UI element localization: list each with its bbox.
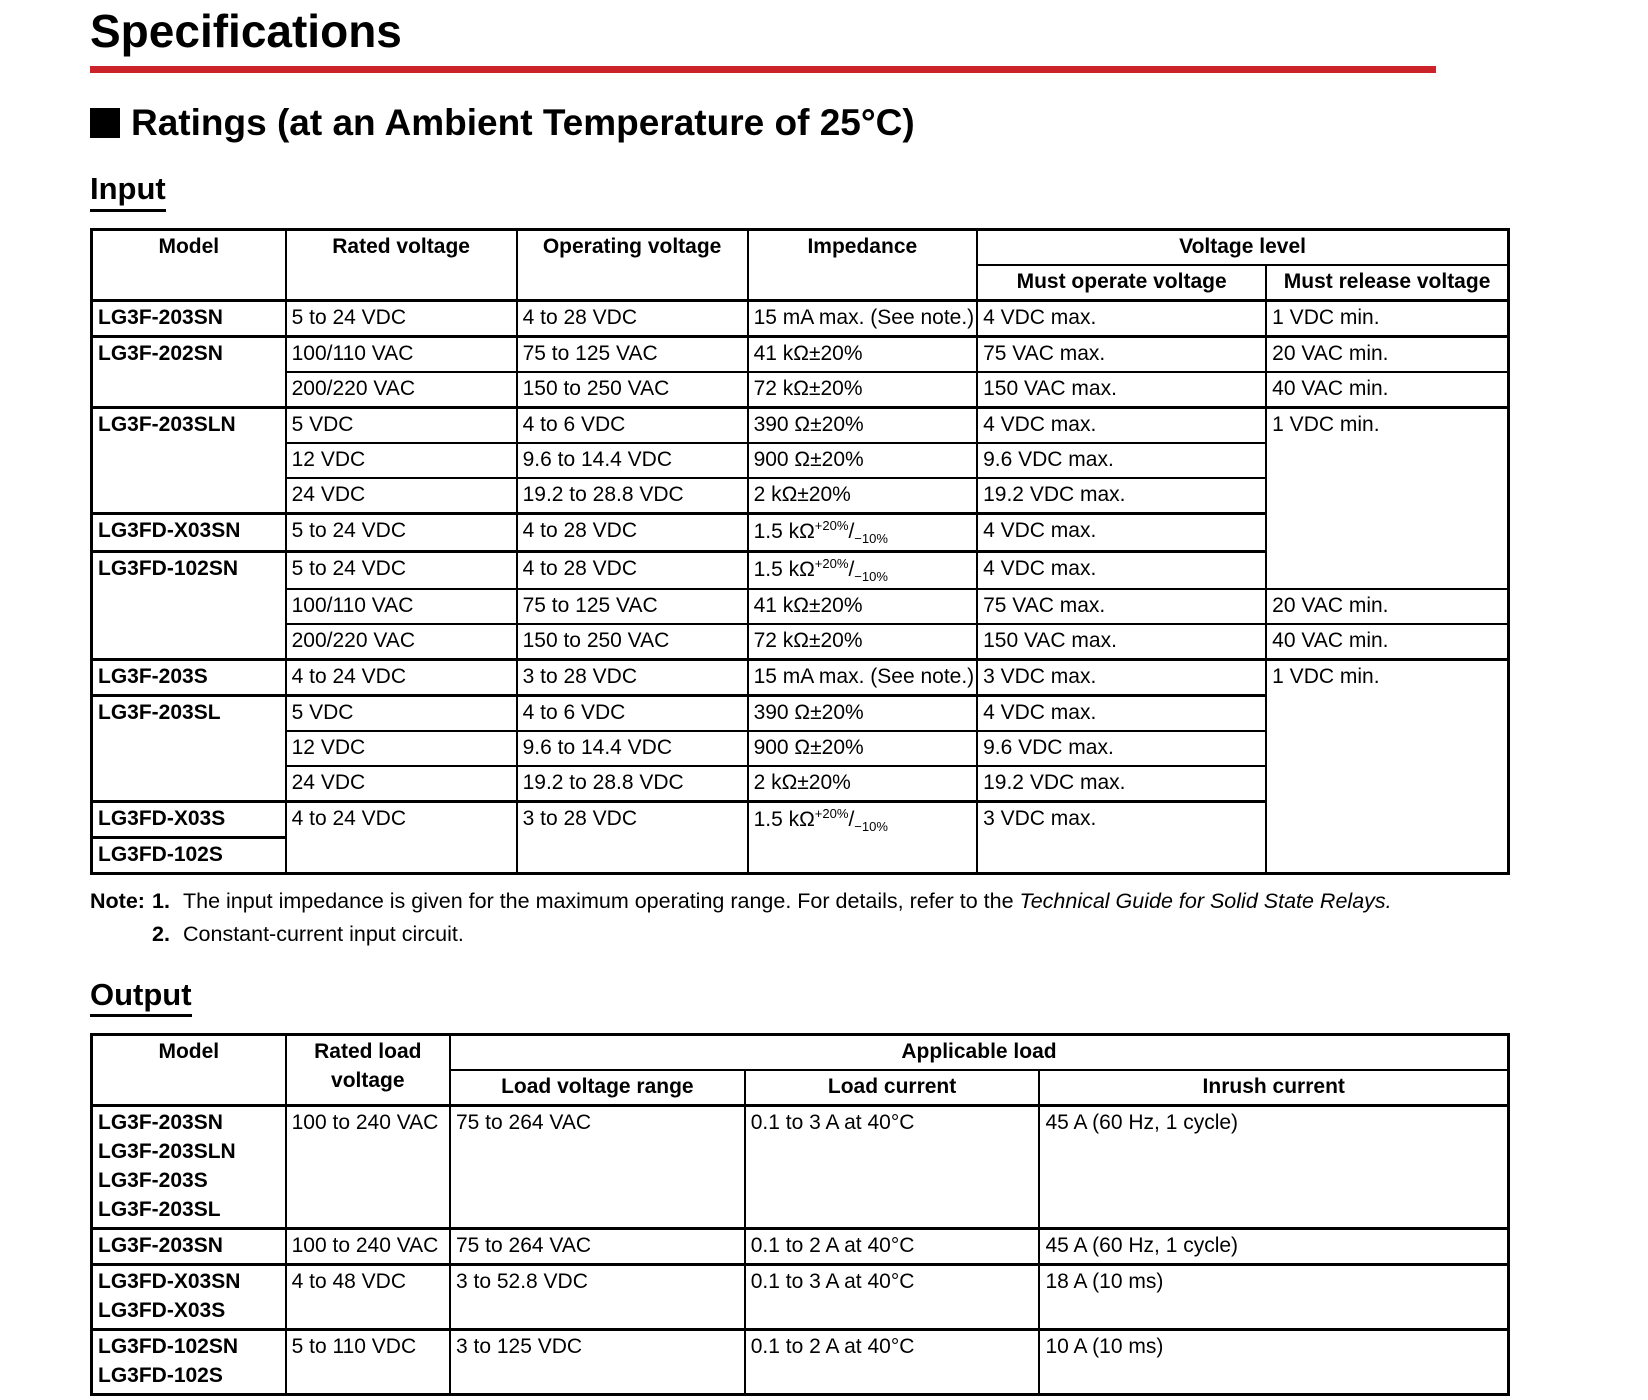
table-cell: 3 to 28 VDC <box>517 659 748 695</box>
model-cell: LG3F-203S <box>92 659 286 695</box>
table-cell: 4 VDC max. <box>977 407 1266 442</box>
note-text-plain: Constant-current input circuit. <box>183 921 464 946</box>
table-cell: 900 Ω±20% <box>748 731 978 766</box>
table-cell: 390 Ω±20% <box>748 407 978 442</box>
table-cell: 19.2 VDC max. <box>977 478 1266 513</box>
note-number: 2. <box>152 921 170 946</box>
model-cell: LG3FD-102SN <box>92 551 286 659</box>
col-header-rated-voltage: Rated voltage <box>286 229 517 300</box>
model-cell: LG3F-203SN LG3F-203SLN LG3F-203S LG3F-203SL <box>92 1106 286 1229</box>
col-header-must-release-voltage: Must release voltage <box>1266 265 1508 300</box>
table-cell: 4 to 28 VDC <box>517 300 748 336</box>
note-text-plain: The input impedance is given for the maximum operating range. For details, refer to the <box>183 888 1020 913</box>
input-notes <box>90 887 1608 949</box>
table-row <box>92 336 1509 371</box>
table-cell: 0.1 to 2 A at 40°C <box>745 1229 1040 1265</box>
input-section-heading <box>90 171 1608 212</box>
table-row <box>92 300 1509 336</box>
table-cell: 12 VDC <box>286 443 517 478</box>
table-cell: 9.6 VDC max. <box>977 731 1266 766</box>
col-header-load-current: Load current <box>745 1070 1040 1105</box>
table-cell: 2 kΩ±20% <box>748 766 978 801</box>
note-label: Note: <box>90 888 145 913</box>
table-cell: 100/110 VAC <box>286 589 517 624</box>
note-text <box>183 887 1392 916</box>
table-cell: 4 to 24 VDC <box>286 801 517 873</box>
table-cell: 1.5 $k\Omega^{+20\%}/_{-10\%}$ <box>748 551 978 589</box>
table-cell: 72 kΩ±20% <box>748 624 978 659</box>
table-cell: 72 kΩ±20% <box>748 372 978 407</box>
table-cell: 900 Ω±20% <box>748 443 978 478</box>
output-section-heading <box>90 977 1608 1018</box>
table-cell: 3 to 52.8 VDC <box>450 1265 745 1330</box>
table-cell: 0.1 to 3 A at 40°C <box>745 1106 1040 1229</box>
table-cell: 150 VAC max. <box>977 624 1266 659</box>
table-cell: 10 A (10 ms) <box>1039 1330 1508 1395</box>
output-heading-text: Output <box>90 977 192 1018</box>
table-row <box>92 1229 1509 1265</box>
table-row <box>92 1330 1509 1395</box>
table-cell: 1 VDC min. <box>1266 300 1508 336</box>
table-cell: 45 A (60 Hz, 1 cycle) <box>1039 1106 1508 1229</box>
table-cell: 15 mA max. (See note.) <box>748 300 978 336</box>
table-cell: 15 mA max. (See note.) <box>748 659 978 695</box>
table-cell: 1 VDC min. <box>1266 407 1508 589</box>
output-table <box>90 1033 1510 1396</box>
table-cell: 5 VDC <box>286 407 517 442</box>
col-header-inrush-current: Inrush current <box>1039 1070 1508 1105</box>
header-row <box>92 1035 1509 1070</box>
page-title: Specifications <box>90 5 402 57</box>
table-cell: 75 to 125 VAC <box>517 589 748 624</box>
table-cell: 200/220 VAC <box>286 624 517 659</box>
table-cell: 1.5 $k\Omega^{+20\%}/_{-10\%}$ <box>748 513 978 551</box>
table-row <box>92 1265 1509 1330</box>
table-cell: 24 VDC <box>286 766 517 801</box>
table-cell: 3 VDC max. <box>977 801 1266 873</box>
table-cell: 12 VDC <box>286 731 517 766</box>
col-header-voltage-level: Voltage level <box>977 229 1508 264</box>
table-cell: 3 to 125 VDC <box>450 1330 745 1395</box>
table-cell: 40 VAC min. <box>1266 372 1508 407</box>
table-cell: 100/110 VAC <box>286 336 517 371</box>
table-row <box>92 372 1509 407</box>
table-cell: 5 to 24 VDC <box>286 300 517 336</box>
table-cell: 4 to 28 VDC <box>517 551 748 589</box>
col-header-operating-voltage: Operating voltage <box>517 229 748 300</box>
table-cell: 390 Ω±20% <box>748 695 978 730</box>
note-item <box>90 887 1608 916</box>
col-header-applicable-load: Applicable load <box>450 1035 1509 1070</box>
col-header-impedance: Impedance <box>748 229 978 300</box>
table-cell: 20 VAC min. <box>1266 589 1508 624</box>
table-cell: 18 A (10 ms) <box>1039 1265 1508 1330</box>
table-cell: 150 VAC max. <box>977 372 1266 407</box>
note-label-spacer <box>90 920 152 949</box>
ratings-section-heading <box>90 103 1608 144</box>
model-cell: LG3FD-X03SN <box>92 513 286 551</box>
table-cell: 4 VDC max. <box>977 300 1266 336</box>
table-cell: 3 to 28 VDC <box>517 801 748 873</box>
table-row <box>92 1106 1509 1229</box>
table-cell: 0.1 to 2 A at 40°C <box>745 1330 1040 1395</box>
model-cell: LG3F-203SL <box>92 695 286 801</box>
table-cell: 19.2 to 28.8 VDC <box>517 766 748 801</box>
note-item <box>90 920 1608 949</box>
table-cell: 4 to 28 VDC <box>517 513 748 551</box>
table-cell: 4 VDC max. <box>977 513 1266 551</box>
table-cell: 75 VAC max. <box>977 336 1266 371</box>
table-row <box>92 659 1509 695</box>
table-cell: 4 VDC max. <box>977 695 1266 730</box>
table-cell: 4 to 48 VDC <box>286 1265 450 1330</box>
table-cell: 3 VDC max. <box>977 659 1266 695</box>
model-cell: LG3F-202SN <box>92 336 286 407</box>
header-row <box>92 229 1509 264</box>
note-reference: Technical Guide for Solid State Relays. <box>1019 888 1392 913</box>
table-row <box>92 407 1509 442</box>
model-cell: LG3F-203SN <box>92 1229 286 1265</box>
table-cell: 2 kΩ±20% <box>748 478 978 513</box>
col-header-load-voltage-range: Load voltage range <box>450 1070 745 1105</box>
model-cell: LG3FD-X03S <box>92 801 286 837</box>
table-cell: 4 to 6 VDC <box>517 407 748 442</box>
table-cell: 150 to 250 VAC <box>517 624 748 659</box>
input-table <box>90 228 1510 875</box>
table-cell: 100 to 240 VAC <box>286 1106 450 1229</box>
model-cell: LG3FD-X03SN LG3FD-X03S <box>92 1265 286 1330</box>
table-cell: 1.5 $k\Omega^{+20\%}/_{-10\%}$ <box>748 801 978 873</box>
table-cell: 5 to 24 VDC <box>286 513 517 551</box>
title-rule <box>90 66 1436 73</box>
input-heading-text: Input <box>90 171 166 212</box>
model-cell: LG3F-203SN <box>92 300 286 336</box>
note-number: 1. <box>152 888 170 913</box>
table-cell: 5 VDC <box>286 695 517 730</box>
table-cell: 24 VDC <box>286 478 517 513</box>
col-header-rated-load-voltage: Rated load voltage <box>286 1035 450 1106</box>
col-header-must-operate-voltage: Must operate voltage <box>977 265 1266 300</box>
ratings-heading-text: Ratings (at an Ambient Temperature of 25°C) <box>131 101 915 143</box>
table-row <box>92 624 1509 659</box>
col-header-model: Model <box>92 229 286 300</box>
table-cell: 9.6 to 14.4 VDC <box>517 443 748 478</box>
table-cell: 4 VDC max. <box>977 551 1266 589</box>
table-cell: 0.1 to 3 A at 40°C <box>745 1265 1040 1330</box>
table-cell: 45 A (60 Hz, 1 cycle) <box>1039 1229 1508 1265</box>
table-cell: 75 to 125 VAC <box>517 336 748 371</box>
table-cell: 9.6 VDC max. <box>977 443 1266 478</box>
section-marker-icon <box>90 108 120 138</box>
table-row <box>92 589 1509 624</box>
model-cell: LG3F-203SLN <box>92 407 286 513</box>
table-cell: 150 to 250 VAC <box>517 372 748 407</box>
table-cell: 20 VAC min. <box>1266 336 1508 371</box>
table-cell: 5 to 24 VDC <box>286 551 517 589</box>
table-cell: 19.2 to 28.8 VDC <box>517 478 748 513</box>
table-cell: 75 VAC max. <box>977 589 1266 624</box>
table-cell: 41 kΩ±20% <box>748 336 978 371</box>
table-cell: 4 to 6 VDC <box>517 695 748 730</box>
table-cell: 19.2 VDC max. <box>977 766 1266 801</box>
table-cell: 75 to 264 VAC <box>450 1106 745 1229</box>
table-cell: 75 to 264 VAC <box>450 1229 745 1265</box>
model-cell: LG3FD-102SN LG3FD-102S <box>92 1330 286 1395</box>
col-header-model: Model <box>92 1035 286 1106</box>
table-cell: 4 to 24 VDC <box>286 659 517 695</box>
table-cell: 9.6 to 14.4 VDC <box>517 731 748 766</box>
table-cell: 200/220 VAC <box>286 372 517 407</box>
table-cell: 1 VDC min. <box>1266 659 1508 873</box>
table-cell: 100 to 240 VAC <box>286 1229 450 1265</box>
table-cell: 40 VAC min. <box>1266 624 1508 659</box>
model-cell: LG3FD-102S <box>92 837 286 873</box>
table-cell: 41 kΩ±20% <box>748 589 978 624</box>
note-text <box>183 920 464 949</box>
table-cell: 5 to 110 VDC <box>286 1330 450 1395</box>
